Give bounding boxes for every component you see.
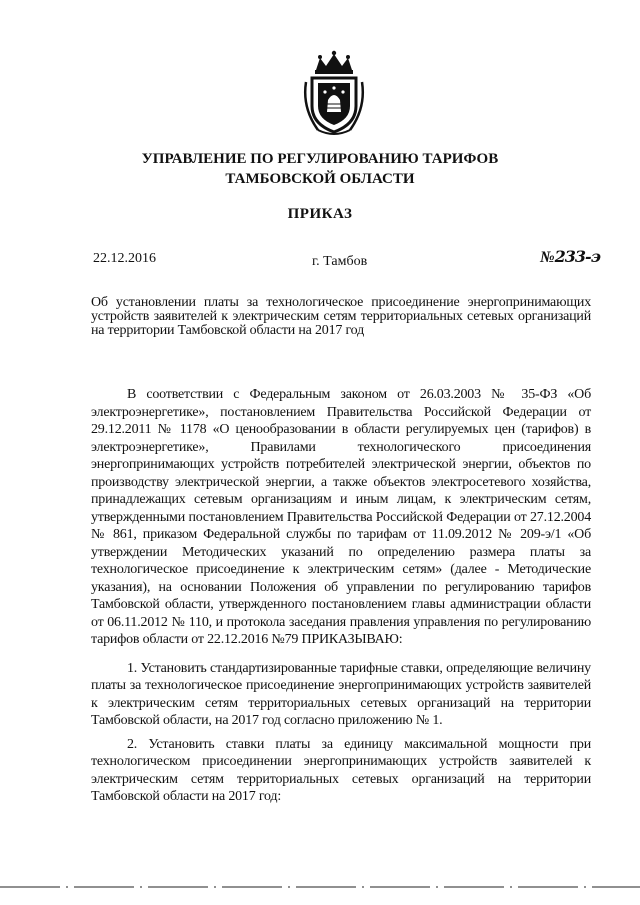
coat-of-arms-icon (298, 48, 370, 140)
order-city: г. Тамбов (312, 254, 368, 269)
order-subject: Об установлении платы за технологическое присоединение энергопринимающих устройств заявителей к электрическим сетям территориальных сетевых организаций на территории Тамбовской области на 2017 год (91, 295, 591, 338)
handwritten-number: 233-э (554, 247, 600, 266)
item-1-paragraph: 1. Установить стандартизированные тарифные ставки, определяющие величину платы за технологическое присоединение энергопринимающих устройств заявителей к электрическим сетям территориальных сетевых организаций на территории Тамбовской области, на 2017 год согласно приложению № 1. (91, 660, 591, 728)
page-edge-divider (0, 882, 640, 892)
order-number (540, 247, 600, 267)
number-sign: № (540, 249, 555, 266)
order-date: 22.12.2016 (93, 251, 156, 266)
order-body (91, 386, 591, 806)
agency-name-line1: УПРАВЛЕНИЕ ПО РЕГУЛИРОВАНИЮ ТАРИФОВ (141, 151, 499, 167)
preamble-paragraph: В соответствии с Федеральным законом от 26.03.2003 № 35-ФЗ «Об электроэнергетике», постановлением Правительства Российской Федерации от 29.12.2011 № 1178 «О ценообразовании в области регулируемых цен (тарифов) в электроэнергетике», Правилами технологического присоединения энергопринимающих устройств потребителей электрической энергии, объектов по производству электрической энергии, а также объектов электросетевого хозяйства, принадлежащих сетевым организациям и иным лицам, к электрическим сетям, утвержденными постановлением Правительства Российской Федерации от 27.12.2004 № 861, приказом Федеральной службы по тарифам от 11.09.2012 № 209-э/1 «Об утверждении Методических указаний по определению размера платы за технологическое присоединение к электрическим сетям» (далее - Методические указания), на основании Положения об управлении по регулированию тарифов Тамбовской области, утвержденного постановлением главы администрации области от 06.11.2012 № 110, и протокола заседания правления управления по регулированию тарифов области от 22.12.2016 №79 ПРИКАЗЫВАЮ: (91, 387, 591, 647)
document-type: ПРИКАЗ (287, 206, 353, 222)
agency-name-line2: ТАМБОВСКОЙ ОБЛАСТИ (225, 171, 415, 187)
item-2-paragraph: 2. Установить ставки платы за единицу максимальной мощности при технологическом присоединении энергопринимающих устройств заявителей к электрическим сетям территориальных сетевых организаций на территории Тамбовской области на 2017 год: (91, 736, 591, 804)
